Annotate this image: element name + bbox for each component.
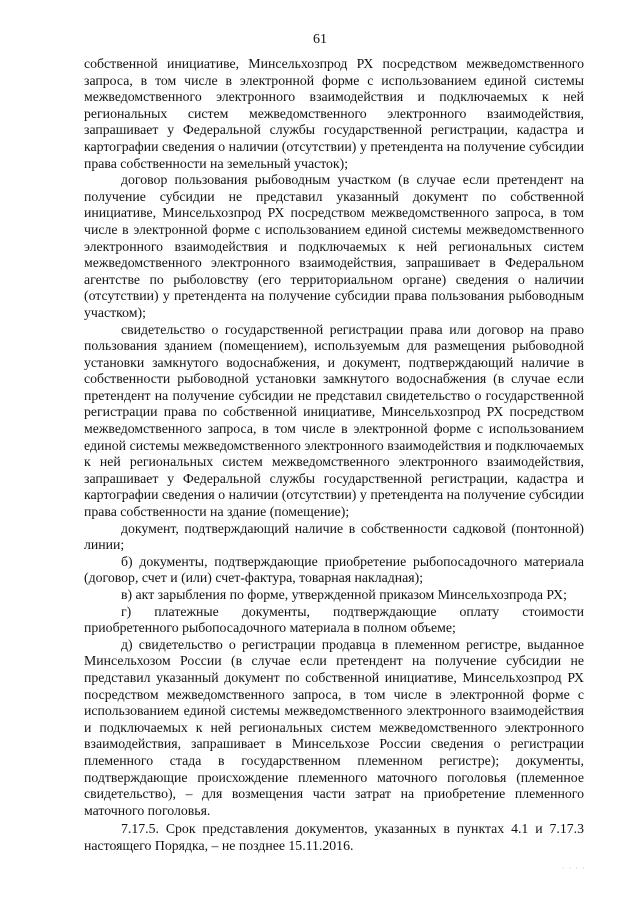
paragraph-item-v: в) акт зарыбления по форме, утвержденной приказом Минсельхозпрода РХ; <box>121 587 567 602</box>
document-body <box>84 56 584 855</box>
paragraph-building-certificate: свидетельство о государственной регистрации права или договор на право пользования зданием (помещением), используемым для размещения рыбоводной установки замкнутого водоснабжения, и документ, подтверждающий наличие в собственности рыбоводной установки замкнутого водоснабжения (в случае если претендент на получение субсидии не представил свидетельство о государственной регистрации права по собственной инициативе, Минсельхозпрод РХ посредством межведомственного запроса, в том числе в электронной форме с использованием единой системы межведомственного электронного взаимодействия и подключаемых к ней региональных систем межведомственного электронного взаимодействия, запрашивает у Федеральной службы государственной регистрации, кадастра и картографии сведения о наличии (отсутствии) у претендента на получение субсидии права собственности на здание (помещение); <box>84 321 584 520</box>
paragraph-item-b: б) документы, подтверждающие приобретение рыбопосадочного материала (договор, счет и (или) счет-фактура, товарная накладная); <box>84 553 584 586</box>
paragraph-fish-farm-lease: договор пользования рыбоводным участком (в случае если претендент на получение субсидии не представил указанный документ по собственной инициативе, Минсельхозпрод РХ посредством межведомственного запроса, в том числе в электронной форме с использованием единой системы межведомственного электронного взаимодействия и подключаемых к ней региональных систем межведомственного электронного взаимодействия, запрашивает в Федеральном агентстве по рыболовству (его территориальном органе) сведения о наличии (отсутствии) у претендента на получение субсидии права пользования рыбоводным участком); <box>84 172 584 320</box>
corner-mark: · · · · <box>562 864 586 873</box>
paragraph-item-g: г) платежные документы, подтверждающие оплату стоимости приобретенного рыбопосадочного материала в полном объеме; <box>84 603 584 636</box>
page-number: 61 <box>313 32 327 47</box>
paragraph-deadline: 7.17.5. Срок представления документов, указанных в пунктах 4.1 и 7.17.3 настоящего Порядка, – не позднее 15.11.2016. <box>84 821 584 853</box>
paragraph-cage-line: документ, подтверждающий наличие в собственности садковой (понтонной) линии; <box>84 520 584 553</box>
paragraph-continuation: собственной инициативе, Минсельхозпрод РХ посредством межведомственного запроса, в том числе в электронной форме с использованием единой системы межведомственного электронного взаимодействия и подключаемых к ней региональных систем межведомственного электронного взаимодействия, запрашивает у Федеральной службы государственной регистрации, кадастра и картографии сведения о наличии (отсутствии) у претендента на получение субсидии права собственности на земельный участок); <box>84 56 584 171</box>
paragraph-item-d: д) свидетельство о регистрации продавца в племенном регистре, выданное Минсельхозом России (в случае если претендент на получение субсидии не представил указанный документ по собственной инициативе, Минсельхозпрод РХ посредством межведомственного запроса, в том числе в электронной форме с использованием единой системы межведомственного электронного взаимодействия и подключаемых к ней региональных систем межведомственного электронного взаимодействия, запрашивает в Минсельхозе России сведения о регистрации племенного стада в государственном племенном регистре); документы, подтверждающие происхождение племенного маточного поголовья (племенное свидетельство), – для возмещения части затрат на приобретение племенного маточного поголовья. <box>84 636 584 818</box>
